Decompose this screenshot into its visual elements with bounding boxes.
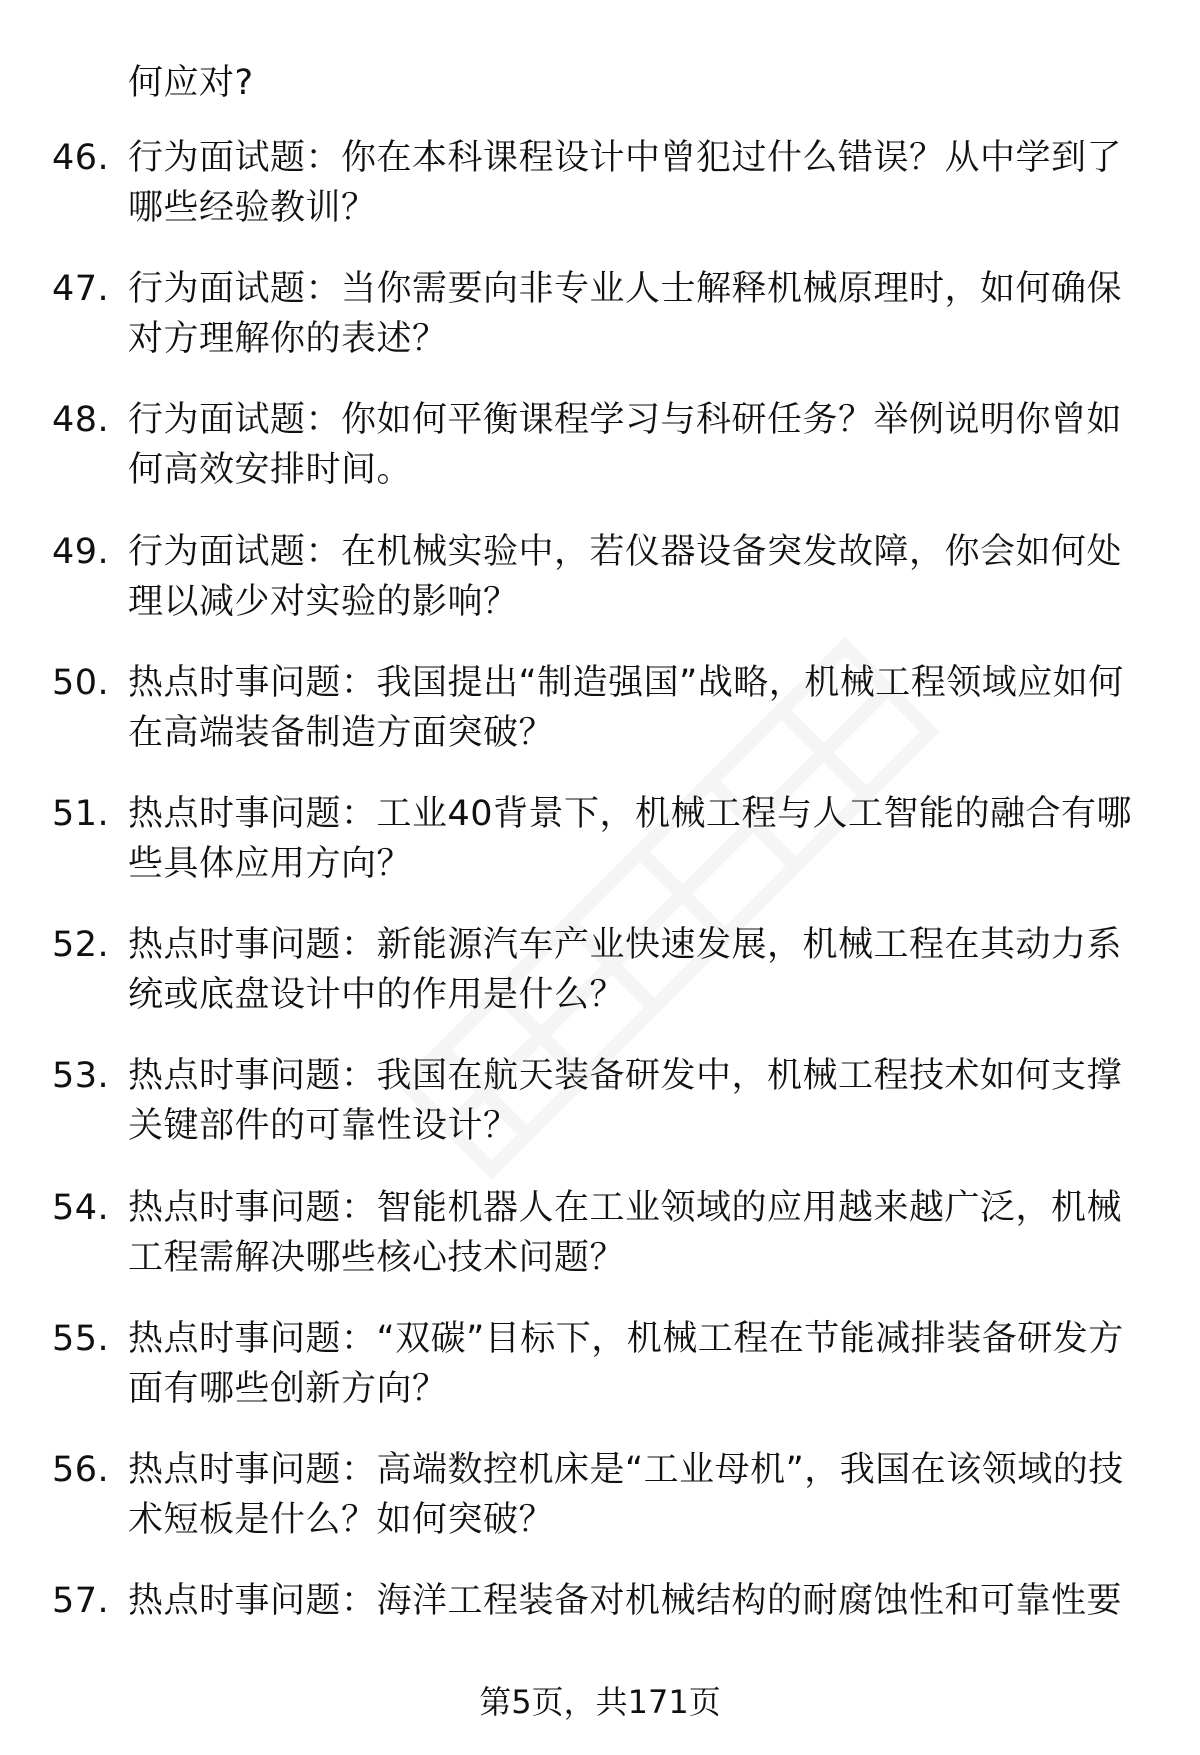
question-item [0, 1051, 1200, 1151]
question-number: 51. [52, 794, 110, 834]
question-item [0, 1314, 1200, 1414]
question-number: 49. [52, 532, 110, 572]
question-text: 行为面试题：在机械实验中，若仪器设备突发故障，你会如何处理以减少对实验的影响？ [128, 532, 1123, 622]
question-number: 53. [52, 1056, 110, 1096]
question-item [0, 1576, 1200, 1626]
question-text: 热点时事问题：我国在航天装备研发中，机械工程技术如何支撑关键部件的可靠性设计？ [128, 1056, 1123, 1146]
question-item [0, 395, 1200, 495]
question-item [0, 658, 1200, 758]
question-text: 热点时事问题：高端数控机床是“工业母机”，我国在该领域的技术短板是什么？如何突破？ [128, 1450, 1124, 1540]
question-item [0, 789, 1200, 889]
question-text: 行为面试题：你如何平衡课程学习与科研任务？举例说明你曾如何高效安排时间。 [128, 400, 1123, 490]
question-number: 47. [52, 269, 110, 309]
question-item [0, 1445, 1200, 1545]
question-text: 热点时事问题：工业40背景下，机械工程与人工智能的融合有哪些具体应用方向？ [128, 794, 1133, 884]
question-number: 54. [52, 1188, 110, 1228]
continuation-line: 何应对? [128, 63, 254, 103]
question-text: 行为面试题：你在本科课程设计中曾犯过什么错误？从中学到了哪些经验教训？ [128, 138, 1123, 228]
question-text: 热点时事问题：新能源汽车产业快速发展，机械工程在其动力系统或底盘设计中的作用是什么？ [128, 925, 1123, 1015]
question-number: 56. [52, 1450, 110, 1490]
question-number: 52. [52, 925, 110, 965]
question-text: 热点时事问题：我国提出“制造强国”战略，机械工程领域应如何在高端装备制造方面突破？ [128, 663, 1124, 753]
question-text: 热点时事问题：海洋工程装备对机械结构的耐腐蚀性和可靠性要 [128, 1581, 1123, 1621]
question-number: 50. [52, 663, 110, 703]
question-number: 55. [52, 1319, 110, 1359]
question-item [0, 920, 1200, 1020]
page-footer: 第5页，共171页 [479, 1683, 721, 1721]
question-number: 48. [52, 400, 110, 440]
question-item [0, 264, 1200, 364]
question-text: 热点时事问题：智能机器人在工业领域的应用越来越广泛，机械工程需解决哪些核心技术问题？ [128, 1188, 1123, 1278]
question-item [0, 1183, 1200, 1283]
question-item [0, 527, 1200, 627]
question-number: 57. [52, 1581, 110, 1621]
question-number: 46. [52, 138, 110, 178]
question-text: 热点时事问题：“双碳”目标下，机械工程在节能减排装备研发方面有哪些创新方向？ [128, 1319, 1124, 1409]
question-item [0, 133, 1200, 233]
question-text: 行为面试题：当你需要向非专业人士解释机械原理时，如何确保对方理解你的表述？ [128, 269, 1123, 359]
